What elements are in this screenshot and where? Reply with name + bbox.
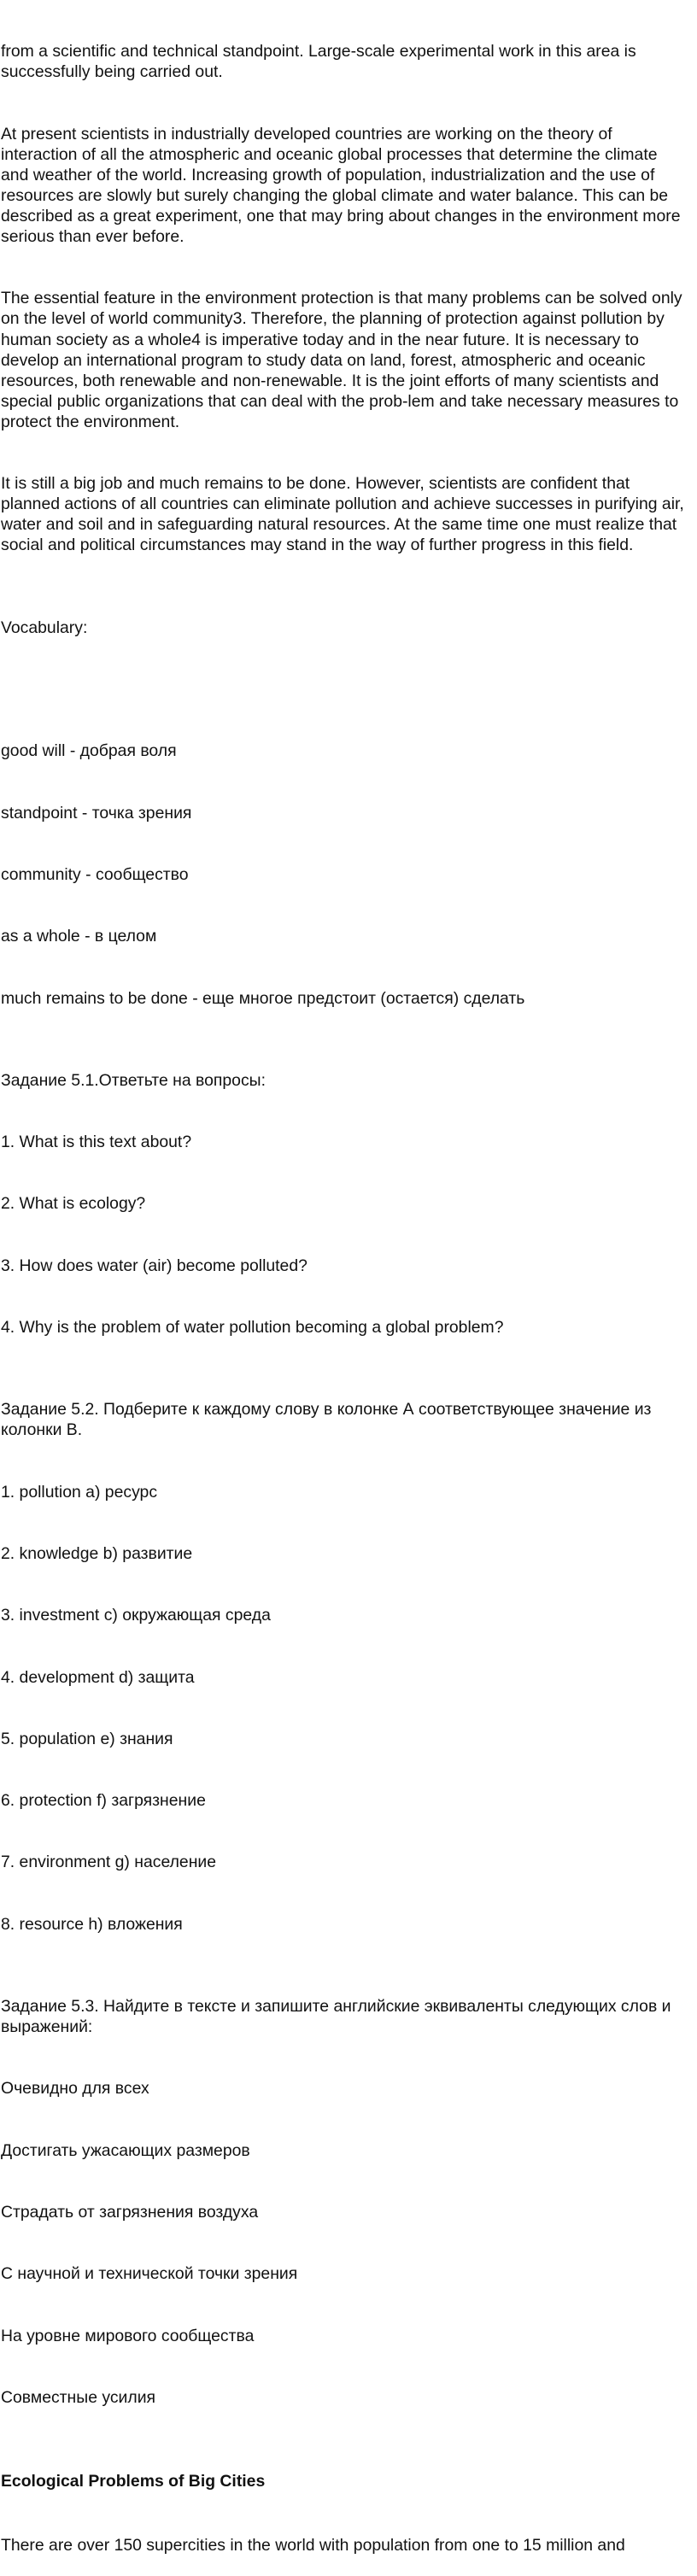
task-item: Достигать ужасающих размеров — [1, 2140, 250, 2160]
vocabulary-item: as a whole - в целом — [1, 927, 157, 946]
task-item: 4. Why is the problem of water pollution becoming a global problem? — [1, 1318, 504, 1337]
task-item: 1. What is this text about? — [1, 1133, 192, 1152]
task-item: 6. protection f) загрязнение — [1, 1791, 206, 1811]
task-item: С научной и технической точки зрения — [1, 2264, 298, 2284]
vocabulary-item: good will - добрая воля — [1, 741, 177, 761]
paragraph: There are over 150 supercities in the world with population from one to 15 million and — [1, 2535, 625, 2555]
task-item: 1. pollution a) ресурс — [1, 1482, 158, 1502]
paragraph: It is still a big job and much remains to be done. However, scientists are confident that planned actions of all countries can eliminate pollution and achieve successes in purifying air, water and soil and in safeguarding natural resources. At the same time one must realize that social and political circumstances may stand in the way of further progress in this field. — [1, 474, 689, 555]
task-item: Совместные усилия — [1, 2387, 156, 2407]
vocabulary-title: Vocabulary: — [1, 618, 88, 637]
task-item: На уровне мирового сообщества — [1, 2326, 255, 2345]
vocabulary-item: community - сообщество — [1, 864, 189, 884]
task-item: 3. How does water (air) become polluted? — [1, 1256, 308, 1275]
task-item: 5. population e) знания — [1, 1729, 173, 1748]
task-item: 4. development d) защита — [1, 1667, 195, 1687]
task-item: 2. knowledge b) развитие — [1, 1544, 193, 1564]
paragraph: from a scientific and technical standpoint. Large-scale experimental work in this area is successfully being carried out. — [1, 42, 641, 82]
section-heading: Ecological Problems of Big Cities — [1, 2472, 266, 2491]
task-item: Страдать от загрязнения воздуха — [1, 2203, 259, 2222]
paragraph: At present scientists in industrially developed countries are working on the theory of interaction of all the atmospheric and oceanic global processes that determine the climate and weather of the world. Increasing growth of population, industrialization and the use of resources are slowly but surely changing the global climate and water balance. This can be described as a great experiment, one that may bring about changes in the environment more serious than ever before. — [1, 124, 685, 247]
task-title: Задание 5.3. Найдите в тексте и запишите английские эквиваленты следующих слов и выражений: — [1, 1997, 676, 2037]
task-item: 3. investment c) окружающая среда — [1, 1606, 271, 1625]
blank-line — [1, 679, 688, 700]
task-item: Очевидно для всех — [1, 2079, 149, 2099]
paragraph: The essential feature in the environment protection is that many problems can be solved only on the level of world community3. Therefore, the planning of protection against pollution by human society as a whole4 is imperative today and in the near future. It is necessary to develop an international program to study data on land, forest, atmospheric and oceanic resources, both renewable and non-renewable. It is the joint efforts of many scientists and special public organizations that can deal with the prob-lem and take necessary measures to protect the environment. — [1, 289, 688, 431]
task-title: Задание 5.2. Подберите к каждому слову в колонке А соответствующее значение из колонки В. — [1, 1400, 656, 1440]
task-item: 7. environment g) население — [1, 1853, 217, 1872]
task-title: Задание 5.1.Ответьте на вопросы: — [1, 1070, 266, 1090]
task-item: 8. resource h) вложения — [1, 1914, 183, 1934]
vocabulary-item: standpoint - точка зрения — [1, 803, 192, 823]
task-item: 2. What is ecology? — [1, 1194, 146, 1214]
vocabulary-item: much remains to be done - еще многое предстоит (остается) сделать — [1, 988, 525, 1008]
